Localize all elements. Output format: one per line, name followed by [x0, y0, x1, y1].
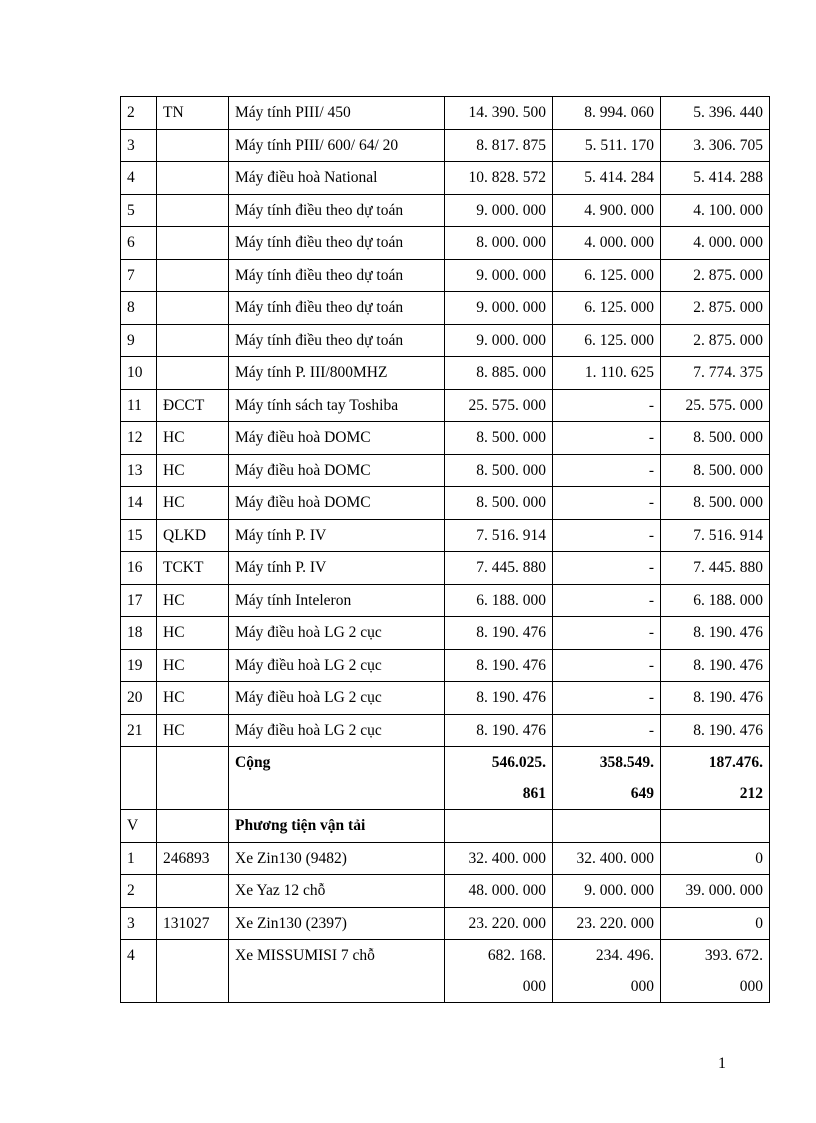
cell-original-cost: 48. 000. 000	[445, 875, 553, 908]
cell-depreciation: 32. 400. 000	[553, 842, 661, 875]
cell-stt: 6	[121, 227, 157, 260]
cell-depreciation: 1. 110. 625	[553, 357, 661, 390]
cell-name: Máy tính PIII/ 600/ 64/ 20	[229, 129, 445, 162]
cell-stt: 7	[121, 259, 157, 292]
cell-depreciation: -	[553, 552, 661, 585]
cell-stt: 9	[121, 324, 157, 357]
cell-original-cost: 8. 885. 000	[445, 357, 553, 390]
cell-name: Máy điều hoà LG 2 cục	[229, 617, 445, 650]
cell-depreciation: -	[553, 649, 661, 682]
cell-name: Máy điều hoà National	[229, 162, 445, 195]
cell-code	[157, 162, 229, 195]
cell-remaining-value: 7. 445. 880	[661, 552, 770, 585]
cell-remaining-value: 8. 190. 476	[661, 649, 770, 682]
cell-depreciation: 5. 414. 284	[553, 162, 661, 195]
cell-depreciation: -	[553, 584, 661, 617]
cell-remaining-value: 25. 575. 000	[661, 389, 770, 422]
cell-remaining-value: 0	[661, 907, 770, 940]
cell-original-cost: 9. 000. 000	[445, 292, 553, 325]
cell-code: HC	[157, 454, 229, 487]
asset-table	[120, 96, 770, 1003]
cell-stt: 19	[121, 649, 157, 682]
cell-stt	[121, 747, 157, 810]
cell-stt: 5	[121, 194, 157, 227]
cell-remaining-value: 39. 000. 000	[661, 875, 770, 908]
cell-remaining-value: 8. 190. 476	[661, 714, 770, 747]
cell-code	[157, 129, 229, 162]
total-label: Cộng	[229, 747, 445, 810]
cell-name: Máy tính điều theo dự toán	[229, 194, 445, 227]
cell-original-cost: 9. 000. 000	[445, 259, 553, 292]
asset-table-body	[121, 97, 770, 1003]
cell-original-cost: 8. 000. 000	[445, 227, 553, 260]
cell-remaining-value: 5. 414. 288	[661, 162, 770, 195]
table-row	[121, 194, 770, 227]
cell-depreciation: -	[553, 487, 661, 520]
cell-code	[157, 259, 229, 292]
cell-code: HC	[157, 487, 229, 520]
table-row	[121, 552, 770, 585]
table-row	[121, 162, 770, 195]
cell-name: Xe Zin130 (9482)	[229, 842, 445, 875]
cell-remaining-value: 3. 306. 705	[661, 129, 770, 162]
cell-empty	[661, 810, 770, 843]
total-col2: 358.549. 649	[553, 747, 661, 810]
table-row	[121, 519, 770, 552]
cell-depreciation: -	[553, 422, 661, 455]
cell-original-cost: 8. 190. 476	[445, 682, 553, 715]
cell-original-cost: 25. 575. 000	[445, 389, 553, 422]
cell-original-cost: 8. 500. 000	[445, 487, 553, 520]
cell-name: Máy tính điều theo dự toán	[229, 292, 445, 325]
section-header-row	[121, 810, 770, 843]
cell-remaining-value: 2. 875. 000	[661, 259, 770, 292]
cell-depreciation: 4. 900. 000	[553, 194, 661, 227]
cell-name: Máy tính sách tay Toshiba	[229, 389, 445, 422]
cell-stt: 3	[121, 907, 157, 940]
cell-stt: 4	[121, 940, 157, 1003]
cell-remaining-value: 6. 188. 000	[661, 584, 770, 617]
cell-remaining-value: 7. 774. 375	[661, 357, 770, 390]
cell-stt: 11	[121, 389, 157, 422]
table-row	[121, 292, 770, 325]
cell-name: Máy điều hoà LG 2 cục	[229, 682, 445, 715]
table-row	[121, 129, 770, 162]
cell-name: Máy tính P. IV	[229, 519, 445, 552]
cell-remaining-value: 0	[661, 842, 770, 875]
cell-name: Máy điều hoà DOMC	[229, 487, 445, 520]
cell-code: 246893	[157, 842, 229, 875]
last-col2: 234. 496. 000	[553, 940, 661, 1003]
cell-name: Xe MISSUMISI 7 chỗ	[229, 940, 445, 1003]
cell-original-cost: 14. 390. 500	[445, 97, 553, 130]
cell-remaining-value: 2. 875. 000	[661, 324, 770, 357]
cell-original-cost: 8. 500. 000	[445, 422, 553, 455]
cell-name: Máy điều hoà LG 2 cục	[229, 649, 445, 682]
section-title: Phương tiện vận tải	[229, 810, 445, 843]
table-row	[121, 714, 770, 747]
cell-code	[157, 810, 229, 843]
cell-original-cost: 6. 188. 000	[445, 584, 553, 617]
table-row	[121, 454, 770, 487]
cell-original-cost: 7. 516. 914	[445, 519, 553, 552]
cell-stt: 4	[121, 162, 157, 195]
cell-remaining-value: 8. 500. 000	[661, 487, 770, 520]
table-row	[121, 584, 770, 617]
cell-original-cost: 8. 500. 000	[445, 454, 553, 487]
cell-name: Máy tính điều theo dự toán	[229, 324, 445, 357]
cell-code: HC	[157, 584, 229, 617]
cell-original-cost: 32. 400. 000	[445, 842, 553, 875]
cell-remaining-value: 8. 190. 476	[661, 617, 770, 650]
last-col3: 393. 672. 000	[661, 940, 770, 1003]
cell-original-cost: 8. 190. 476	[445, 649, 553, 682]
table-row	[121, 875, 770, 908]
cell-remaining-value: 8. 500. 000	[661, 454, 770, 487]
table-row	[121, 682, 770, 715]
cell-name: Máy tính điều theo dự toán	[229, 259, 445, 292]
cell-code	[157, 940, 229, 1003]
cell-code	[157, 292, 229, 325]
section-roman: V	[121, 810, 157, 843]
cell-code: HC	[157, 714, 229, 747]
cell-original-cost: 8. 817. 875	[445, 129, 553, 162]
cell-stt: 18	[121, 617, 157, 650]
table-row	[121, 617, 770, 650]
table-row	[121, 97, 770, 130]
cell-code	[157, 324, 229, 357]
cell-depreciation: 5. 511. 170	[553, 129, 661, 162]
cell-original-cost: 8. 190. 476	[445, 617, 553, 650]
cell-code: ĐCCT	[157, 389, 229, 422]
cell-stt: 8	[121, 292, 157, 325]
cell-code: HC	[157, 682, 229, 715]
total-row	[121, 747, 770, 810]
cell-remaining-value: 2. 875. 000	[661, 292, 770, 325]
cell-name: Máy điều hoà DOMC	[229, 422, 445, 455]
cell-stt: 10	[121, 357, 157, 390]
cell-original-cost: 7. 445. 880	[445, 552, 553, 585]
cell-depreciation: 6. 125. 000	[553, 292, 661, 325]
cell-code: TCKT	[157, 552, 229, 585]
cell-depreciation: 23. 220. 000	[553, 907, 661, 940]
cell-code: HC	[157, 422, 229, 455]
cell-original-cost: 23. 220. 000	[445, 907, 553, 940]
table-row	[121, 259, 770, 292]
cell-name: Máy tính P. III/800MHZ	[229, 357, 445, 390]
cell-code	[157, 875, 229, 908]
cell-depreciation: 8. 994. 060	[553, 97, 661, 130]
cell-depreciation: 9. 000. 000	[553, 875, 661, 908]
cell-code	[157, 227, 229, 260]
cell-original-cost: 9. 000. 000	[445, 194, 553, 227]
cell-remaining-value: 4. 000. 000	[661, 227, 770, 260]
cell-stt: 2	[121, 875, 157, 908]
cell-empty	[445, 810, 553, 843]
cell-stt: 17	[121, 584, 157, 617]
cell-stt: 13	[121, 454, 157, 487]
cell-depreciation: -	[553, 714, 661, 747]
cell-stt: 3	[121, 129, 157, 162]
cell-depreciation: 4. 000. 000	[553, 227, 661, 260]
cell-depreciation: -	[553, 454, 661, 487]
table-row	[121, 422, 770, 455]
total-col3: 187.476. 212	[661, 747, 770, 810]
cell-code: 131027	[157, 907, 229, 940]
cell-depreciation: 6. 125. 000	[553, 259, 661, 292]
cell-depreciation: -	[553, 682, 661, 715]
cell-stt: 1	[121, 842, 157, 875]
page-number: 1	[718, 1055, 726, 1072]
cell-depreciation: 6. 125. 000	[553, 324, 661, 357]
cell-code: HC	[157, 617, 229, 650]
cell-stt: 21	[121, 714, 157, 747]
cell-stt: 12	[121, 422, 157, 455]
cell-remaining-value: 7. 516. 914	[661, 519, 770, 552]
table-row	[121, 324, 770, 357]
table-row	[121, 907, 770, 940]
table-row	[121, 649, 770, 682]
cell-name: Máy điều hoà LG 2 cục	[229, 714, 445, 747]
cell-empty	[553, 810, 661, 843]
cell-name: Máy tính PIII/ 450	[229, 97, 445, 130]
cell-original-cost: 10. 828. 572	[445, 162, 553, 195]
table-row	[121, 842, 770, 875]
cell-name: Máy tính P. IV	[229, 552, 445, 585]
cell-code	[157, 747, 229, 810]
cell-name: Máy tính Inteleron	[229, 584, 445, 617]
table-row	[121, 389, 770, 422]
cell-depreciation: -	[553, 617, 661, 650]
cell-code: HC	[157, 649, 229, 682]
table-row	[121, 487, 770, 520]
cell-stt: 16	[121, 552, 157, 585]
cell-name: Máy tính điều theo dự toán	[229, 227, 445, 260]
cell-name: Xe Zin130 (2397)	[229, 907, 445, 940]
cell-code: QLKD	[157, 519, 229, 552]
cell-depreciation: -	[553, 389, 661, 422]
cell-code	[157, 357, 229, 390]
last-col1: 682. 168. 000	[445, 940, 553, 1003]
cell-remaining-value: 8. 500. 000	[661, 422, 770, 455]
cell-code: TN	[157, 97, 229, 130]
cell-stt: 20	[121, 682, 157, 715]
cell-original-cost: 9. 000. 000	[445, 324, 553, 357]
last-vehicle-row	[121, 940, 770, 1003]
cell-stt: 14	[121, 487, 157, 520]
cell-stt: 2	[121, 97, 157, 130]
cell-code	[157, 194, 229, 227]
table-row	[121, 357, 770, 390]
table-row	[121, 227, 770, 260]
cell-remaining-value: 8. 190. 476	[661, 682, 770, 715]
cell-stt: 15	[121, 519, 157, 552]
cell-remaining-value: 5. 396. 440	[661, 97, 770, 130]
cell-remaining-value: 4. 100. 000	[661, 194, 770, 227]
cell-name: Xe Yaz 12 chỗ	[229, 875, 445, 908]
total-col1: 546.025. 861	[445, 747, 553, 810]
cell-name: Máy điều hoà DOMC	[229, 454, 445, 487]
cell-depreciation: -	[553, 519, 661, 552]
cell-original-cost: 8. 190. 476	[445, 714, 553, 747]
